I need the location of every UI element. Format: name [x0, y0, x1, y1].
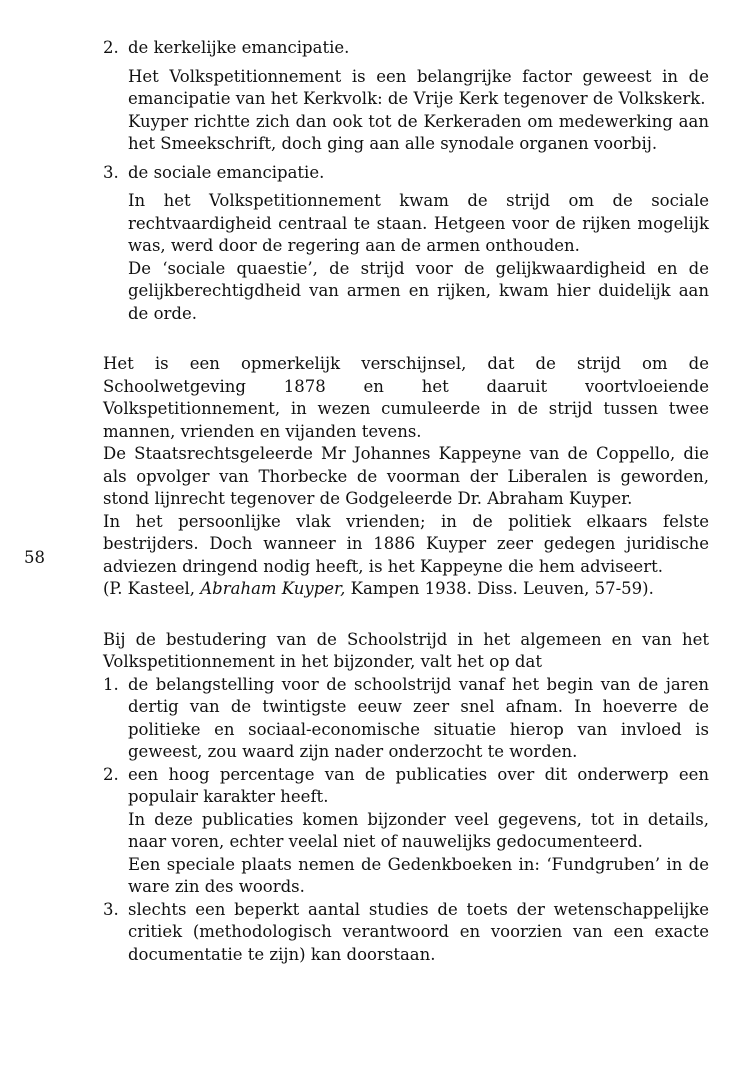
paragraph: Kuyper richtte zich dan ook tot de Kerkeraden om medewerking aan het Smeekschrift, doch ging aan alle synodale organen voorbij.: [128, 111, 709, 153]
reference: [103, 578, 709, 601]
paragraph: de belangstelling voor de schoolstrijd vanaf het begin van de jaren dertig van de twintigste eeuw zeer snel afnam. In hoeverre de politieke en sociaal-economische situatie hierop van invloed is geweest, zou waard zijn nader onderzocht te worden.: [128, 674, 709, 761]
paragraph: Bij de bestudering van de Schoolstrijd in het algemeen en van het Volkspetitionnement in het bijzonder, valt het op dat: [103, 629, 709, 671]
paragraph: In deze publicaties komen bijzonder veel gegevens, tot in details, naar voren, echter veelal niet of nauwelijks gedocumenteerd.: [128, 809, 709, 851]
list-item: [103, 764, 709, 899]
paragraph: In het Volkspetitionnement kwam de strijd om de sociale rechtvaardigheid centraal te staan. Hetgeen voor de rijken mogelijk was, werd door de regering aan de armen onthouden.: [128, 191, 709, 255]
list-number: 2.: [103, 764, 119, 784]
item-title: de kerkelijke emancipatie.: [128, 38, 350, 57]
paragraph: Het Volkspetitionnement is een belangrijke factor geweest in de emancipatie van het Kerkvolk: de Vrije Kerk tegenover de Volkskerk.: [128, 66, 709, 108]
paragraph: een hoog percentage van de publicaties over dit onderwerp een populair karakter heeft.: [128, 764, 709, 806]
paragraph: De Staatsrechtsgeleerde Mr Johannes Kappeyne van de Coppello, die als opvolger van Thorbecke de voorman der Liberalen is geworden, stond lijnrecht tegenover de Godgeleerde Dr. Abraham Kuyper.: [103, 444, 709, 508]
reference-prefix: (P. Kasteel,: [103, 579, 201, 598]
reference-suffix: Kampen 1938. Diss. Leuven, 57-59).: [345, 579, 654, 598]
list-item: [103, 674, 709, 764]
list-item-kerkelijke-emancipatie: [103, 37, 709, 156]
reference-title: Abraham Kuyper,: [200, 579, 346, 598]
list-number: 3.: [103, 162, 119, 182]
page-body: [103, 37, 709, 966]
list-number: 1.: [103, 674, 119, 694]
list-item: [103, 899, 709, 967]
section-kappeyne-kuyper: [103, 353, 709, 601]
paragraph: In het persoonlijke vlak vrienden; in de politiek elkaars felste bestrijders. Doch wanneer in 1886 Kuyper zeer gedegen juridische adviezen dringend nodig heeft, is het Kappeyne die hem adviseert.: [103, 511, 709, 576]
list-number: 3.: [103, 899, 119, 919]
section-bestudering: [103, 629, 709, 967]
list-number: 2.: [103, 38, 119, 57]
list-item-sociale-emancipatie: [103, 162, 709, 326]
paragraph: slechts een beperkt aantal studies de toets der wetenschappelijke critiek (methodologisch verantwoord en voorzien van een exacte documentatie te zijn) kan doorstaan.: [128, 899, 709, 964]
item-title: de sociale emancipatie.: [128, 162, 325, 182]
page-number: 58: [24, 548, 45, 567]
paragraph: De ‘sociale quaestie’, de strijd voor de gelijkwaardigheid en de gelijkberechtigdheid van armen en rijken, kwam hier duidelijk aan de orde.: [128, 258, 709, 323]
paragraph: Een speciale plaats nemen de Gedenkboeken in: ‘Fundgruben’ in de ware zin des woords.: [128, 854, 709, 896]
paragraph: Het is een opmerkelijk verschijnsel, dat de strijd om de Schoolwetgeving 1878 en het daaruit voortvloeiende Volkspetitionnement, in wezen cumuleerde in de strijd tussen twee mannen, vrienden en vijanden tevens.: [103, 354, 709, 441]
